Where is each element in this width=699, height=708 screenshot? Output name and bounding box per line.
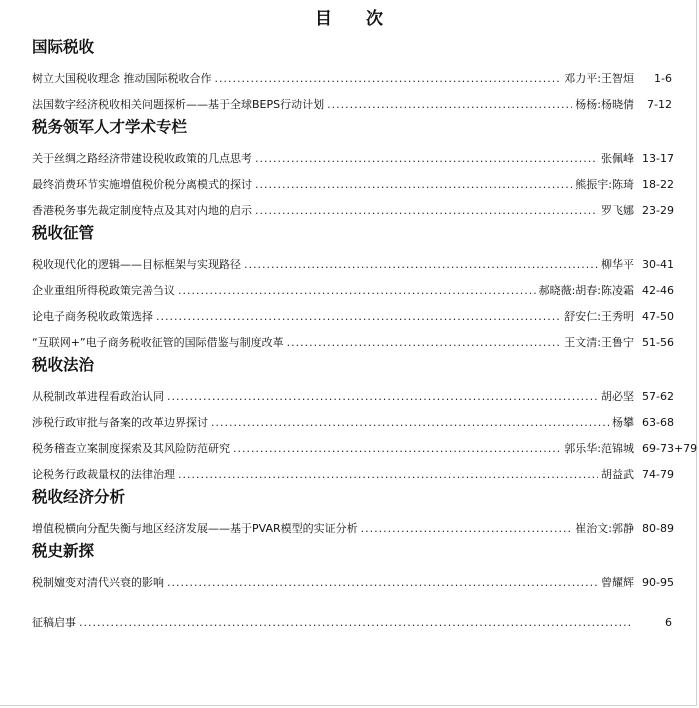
entry-title: 税务稽查立案制度探索及其风险防范研究: [32, 442, 230, 455]
section-heading: 税史新探: [32, 542, 95, 560]
entry-authors: 杨杨:杨晓倩: [575, 98, 634, 111]
toc-entry[interactable]: [32, 166, 672, 192]
entry-pages: 30-41: [642, 258, 674, 271]
entry-title: 论电子商务税收政策选择: [32, 310, 153, 323]
toc-entry[interactable]: [32, 378, 672, 404]
toc-entry[interactable]: [32, 60, 672, 86]
section-tax-talent-column: [32, 114, 672, 218]
page-title: 目 次: [315, 9, 397, 29]
leader-dots: [244, 258, 598, 272]
entry-authors: 胡益武: [601, 468, 634, 481]
entry-authors: 杨攀: [612, 416, 634, 429]
entry-authors: 张佩峰: [601, 152, 634, 165]
leader-dots: [361, 522, 573, 536]
entry-authors: 崔治文:郭静: [575, 522, 634, 535]
leader-dots: [215, 72, 562, 86]
entry-title: 企业重组所得税政策完善刍议: [32, 284, 175, 297]
entry-pages: 7-12: [647, 98, 672, 111]
entry-title: 法国数字经济税收相关问题探析——基于全球BEPS行动计划: [32, 98, 325, 111]
entry-pages: 47-50: [642, 310, 674, 323]
leader-dots: [167, 576, 598, 590]
leader-dots: [255, 152, 598, 166]
leader-dots: [327, 98, 572, 112]
toc-entry[interactable]: [32, 324, 672, 350]
section-tax-history: [32, 538, 672, 590]
leader-dots: [167, 390, 598, 404]
section-heading: 税收征管: [32, 224, 95, 242]
toc-entry[interactable]: [32, 86, 672, 112]
entry-pages: 23-29: [642, 204, 674, 217]
leader-dots: [287, 336, 562, 350]
entry-title: 香港税务事先裁定制度特点及其对内地的启示: [32, 204, 252, 217]
entry-title: 树立大国税收理念 推动国际税收合作: [32, 72, 212, 85]
toc-entry[interactable]: [32, 192, 672, 218]
section-tax-administration: [32, 220, 672, 350]
section-tax-rule-of-law: [32, 352, 698, 482]
leader-dots: [178, 468, 598, 482]
entry-title: 征稿启事: [32, 616, 76, 629]
section-heading: 税务领军人才学术专栏: [32, 118, 188, 136]
entry-title: 涉税行政审批与备案的改革边界探讨: [32, 416, 208, 429]
entry-authors: 熊振宇:陈琦: [575, 178, 634, 191]
toc-entry[interactable]: [32, 510, 672, 536]
entry-authors: 郭乐华:范锦城: [564, 442, 634, 455]
entry-authors: 王文清:王鲁宁: [564, 336, 634, 349]
entry-title: 税收现代化的逻辑——目标框架与实现路径: [32, 258, 241, 271]
section-international-tax: [32, 34, 672, 112]
entry-pages: 57-62: [642, 390, 674, 403]
entry-title: 最终消费环节实施增值税价税分离模式的探讨: [32, 178, 252, 191]
toc-entry[interactable]: [32, 564, 672, 590]
leader-dots: [233, 442, 561, 456]
leader-dots: [255, 204, 598, 218]
toc-entry-call-for-papers[interactable]: [32, 604, 672, 630]
leader-dots: [79, 616, 631, 630]
entry-authors: 罗飞娜: [601, 204, 634, 217]
entry-pages: 51-56: [642, 336, 674, 349]
entry-title: 税制嬗变对清代兴衰的影响: [32, 576, 164, 589]
entry-authors: 郝晓薇:胡春:陈凌霜: [538, 284, 634, 297]
entry-authors: 邓力平:王智烜: [564, 72, 634, 85]
entry-title: 增值税横向分配失衡与地区经济发展——基于PVAR模型的实证分析: [32, 522, 358, 535]
entry-authors: 曾耀辉: [601, 576, 634, 589]
entry-pages: 63-68: [642, 416, 674, 429]
leader-dots: [255, 178, 572, 192]
entry-title: 从税制改革进程看政治认同: [32, 390, 164, 403]
toc-entry[interactable]: [32, 140, 672, 166]
leader-dots: [156, 310, 561, 324]
section-heading: 税收法治: [32, 356, 95, 374]
leader-dots: [211, 416, 609, 430]
section-heading: 国际税收: [32, 38, 95, 56]
leader-dots: [178, 284, 536, 298]
entry-pages: 18-22: [642, 178, 674, 191]
entry-pages: 80-89: [642, 522, 674, 535]
entry-pages: 42-46: [642, 284, 674, 297]
toc-entry[interactable]: [32, 430, 698, 456]
table-of-contents: [32, 32, 698, 630]
entry-authors: 舒安仁:王秀明: [564, 310, 634, 323]
entry-title: 论税务行政裁量权的法律治理: [32, 468, 175, 481]
entry-pages: 13-17: [642, 152, 674, 165]
section-heading: 税收经济分析: [32, 488, 126, 506]
toc-entry[interactable]: [32, 298, 672, 324]
entry-pages: 6: [665, 616, 672, 629]
toc-entry[interactable]: [32, 456, 672, 482]
toc-entry[interactable]: [32, 246, 672, 272]
entry-pages: 69-73+79: [642, 442, 698, 455]
toc-entry[interactable]: [32, 404, 672, 430]
entry-title: 关于丝绸之路经济带建设税收政策的几点思考: [32, 152, 252, 165]
entry-pages: 1-6: [654, 72, 672, 85]
toc-entry[interactable]: [32, 272, 672, 298]
entry-authors: 胡必坚: [601, 390, 634, 403]
entry-title: “互联网+”电子商务税收征管的国际借鉴与制度改革: [32, 336, 284, 349]
entry-pages: 74-79: [642, 468, 674, 481]
section-tax-economic-analysis: [32, 484, 672, 536]
entry-authors: 柳华平: [601, 258, 634, 271]
entry-pages: 90-95: [642, 576, 674, 589]
